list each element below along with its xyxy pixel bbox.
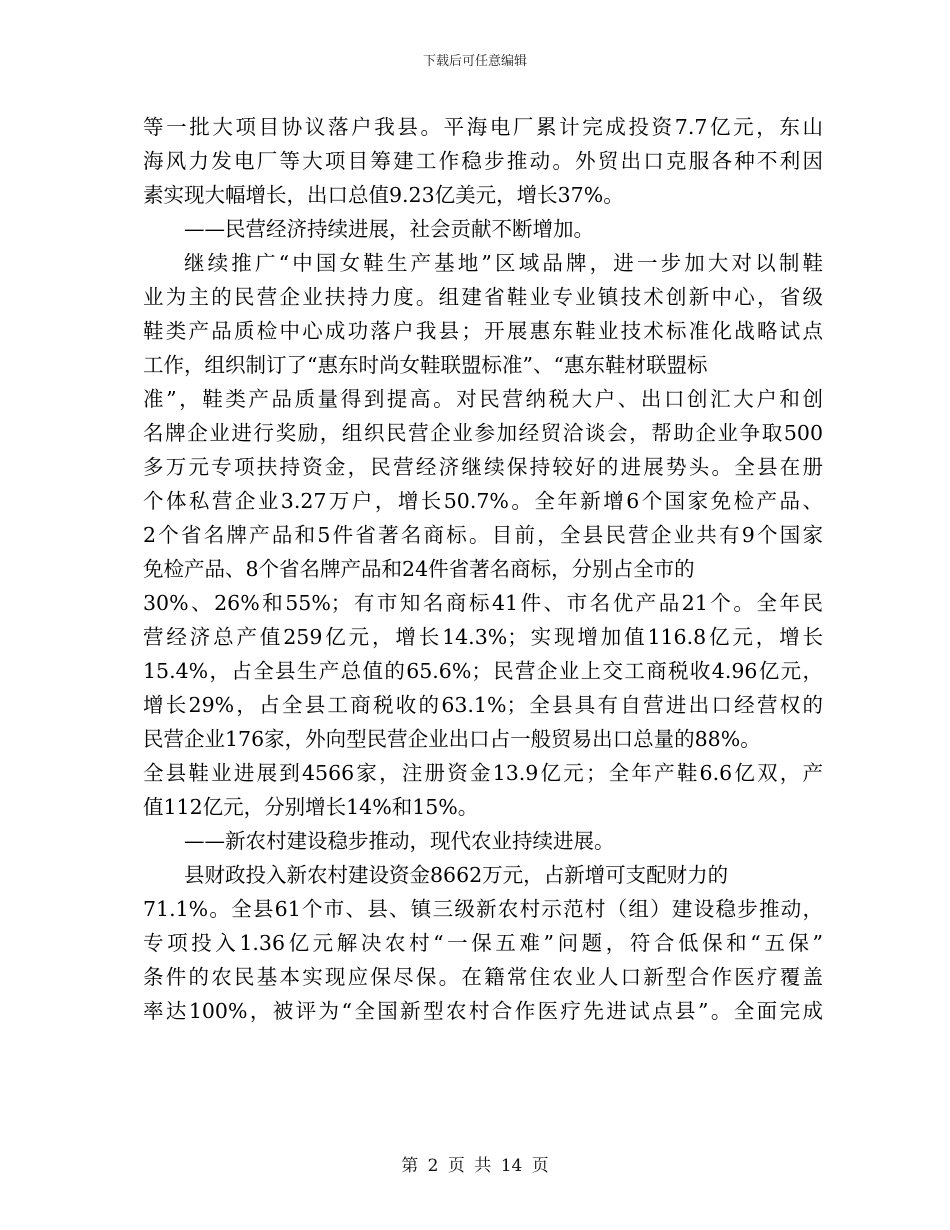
section-heading: ——民营经济持续进展，社会贡献不断增加。 <box>184 217 594 241</box>
text-line: 免检产品、8个省名牌产品和24件省著名商标，分别占全市的 <box>143 557 695 581</box>
text-line: 继续推广“中国女鞋生产基地”区域品牌，进一步加大对以制鞋 <box>184 251 823 275</box>
text-line: 县财政投入新农村建设资金8662万元，占新增可支配财力的 <box>184 863 729 887</box>
text-line: 多万元专项扶持资金，民营经济继续保持较好的进展势头。全县在册 <box>143 455 823 479</box>
text-line: 业为主的民营企业扶持力度。组建省鞋业专业镇技术创新中心，省级 <box>143 285 823 309</box>
page-header: 下载后可任意编辑 <box>422 54 527 69</box>
text-line: 民营企业176家，外向型民营企业出口占一般贸易出口总量的88%。 <box>143 727 761 751</box>
text-line: 个体私营企业3.27万户，增长50.7%。全年新增6个国家免检产品、 <box>143 489 823 513</box>
document-body <box>143 110 823 1028</box>
text-line: 准”，鞋类产品质量得到提高。对民营纳税大户、出口创汇大户和创 <box>143 387 823 411</box>
text-line: 等一批大项目协议落户我县。平海电厂累计完成投资7.7亿元，东山 <box>143 115 823 139</box>
text-line: 增长29%，占全县工商税收的63.1%；全县具有自营进出口经营权的 <box>143 693 823 717</box>
text-line: 71.1%。全县61个市、县、镇三级新农村示范村（组）建设稳步推动， <box>143 897 823 921</box>
text-line: 条件的农民基本实现应保尽保。在籍常住农业人口新型合作医疗覆盖 <box>143 965 823 989</box>
text-line: 工作，组织制订了“惠东时尚女鞋联盟标准”、“惠东鞋材联盟标 <box>143 353 708 377</box>
text-line: 全县鞋业进展到4566家，注册资金13.9亿元；全年产鞋6.6亿双，产 <box>143 761 823 785</box>
text-line: 营经济总产值259亿元，增长14.3%；实现增加值116.8亿元，增长 <box>143 625 823 649</box>
text-line: 30%、26%和55%；有市知名商标41件、市名优产品21个。全年民 <box>143 591 823 615</box>
text-line: 值112亿元，分别增长14%和15%。 <box>143 795 479 819</box>
page-number: 第 2 页 共 14 页 <box>401 1156 549 1176</box>
text-line: 2个省名牌产品和5件省著名商标。目前，全县民营企业共有9个国家 <box>143 523 823 547</box>
text-line: 率达100%，被评为“全国新型农村合作医疗先进试点县”。全面完成 <box>143 999 823 1023</box>
text-line: 海风力发电厂等大项目筹建工作稳步推动。外贸出口克服各种不利因 <box>143 149 823 173</box>
text-line: 15.4%，占全县生产总值的65.6%；民营企业上交工商税收4.96亿元， <box>143 659 823 683</box>
text-line: 名牌企业进行奖励，组织民营企业参加经贸洽谈会，帮助企业争取500 <box>143 421 823 445</box>
text-line: 素实现大幅增长，出口总值9.23亿美元，增长37%。 <box>143 183 624 207</box>
text-line: 专项投入1.36亿元解决农村“一保五难”问题，符合低保和“五保” <box>143 931 823 955</box>
text-line: 鞋类产品质检中心成功落户我县；开展惠东鞋业技术标准化战略试点 <box>143 319 823 343</box>
section-heading: ——新农村建设稳步推动，现代农业持续进展。 <box>184 829 615 853</box>
